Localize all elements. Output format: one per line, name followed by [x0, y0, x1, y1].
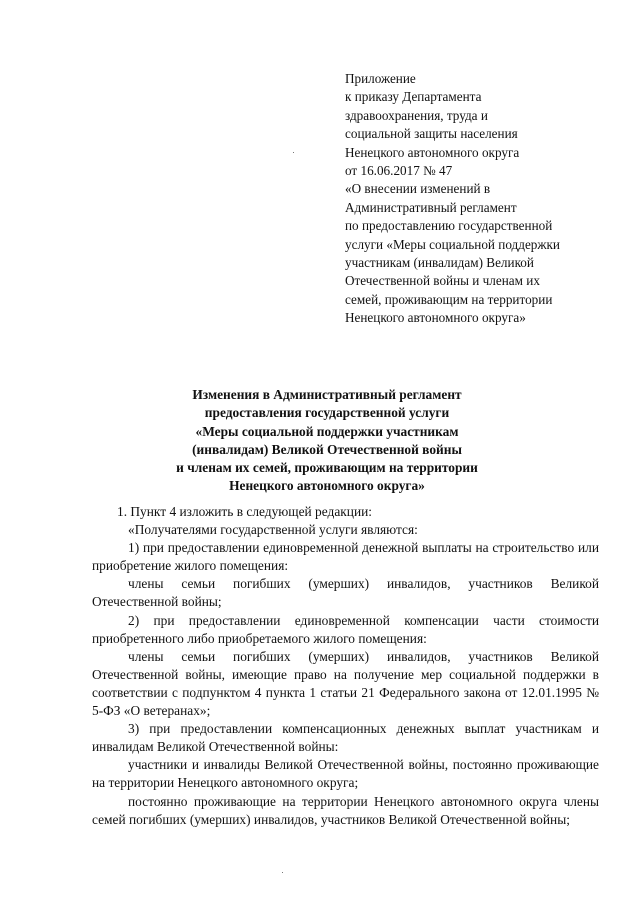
- document-body: [92, 503, 599, 829]
- appendix-line: «О внесении изменений в: [345, 181, 491, 197]
- paragraph-recipient-group: члены семьи погибших (умерших) инвалидов, участников Великой Отечественной войны;: [92, 576, 599, 610]
- scan-speck: [293, 152, 294, 153]
- paragraph-recipient-group: постоянно проживающие на территории Ненецкого автономного округа члены семей погибших (умерших) инвалидов, участников Великой Отечественной войны;: [92, 793, 599, 827]
- paragraph-item-1: 1. Пункт 4 изложить в следующей редакции:: [117, 504, 373, 519]
- title-line: предоставления государственной услуги: [204, 405, 450, 421]
- appendix-line: Административный регламент: [345, 199, 517, 215]
- appendix-line: участникам (инвалидам) Великой: [345, 255, 534, 271]
- document-title: [60, 386, 594, 496]
- appendix-line: Ненецкого автономного округа: [345, 144, 520, 160]
- appendix-line: от 16.06.2017 № 47: [345, 163, 453, 179]
- paragraph-subitem-3: 3) при предоставлении компенсационных денежных выплат участникам и инвалидам Великой Отечественной войны:: [92, 721, 599, 755]
- paragraph-recipient-group: члены семьи погибших (умерших) инвалидов, участников Великой Отечественной войны, имеющие право на получение мер социальной поддержки в соответствии с подпунктом 4 пункта 1 статьи 21 Федерального закона от 12.01.1995 № 5-ФЗ «О ветеранах»;: [92, 648, 599, 719]
- appendix-line: к приказу Департамента: [345, 89, 482, 105]
- paragraph-subitem-2: 2) при предоставлении единовременной компенсации части стоимости приобретенного либо приобретаемого жилого помещения:: [92, 612, 599, 646]
- appendix-line: семей, проживающим на территории: [345, 291, 553, 307]
- appendix-block: [345, 70, 625, 328]
- appendix-line: услуги «Меры социальной поддержки: [345, 236, 560, 252]
- appendix-line: по предоставлению государственной: [345, 218, 553, 234]
- paragraph-recipients: «Получателями государственной услуги являются:: [128, 522, 418, 538]
- title-line: «Меры социальной поддержки участникам: [195, 423, 459, 439]
- title-line: Изменения в Административный регламент: [192, 387, 462, 402]
- paragraph-subitem-1: 1) при предоставлении единовременной денежной выплаты на строительство или приобретение жилого помещения:: [92, 540, 599, 574]
- appendix-line: Приложение: [345, 71, 416, 86]
- paragraph-recipient-group: участники и инвалиды Великой Отечественной войны, постоянно проживающие на территории Ненецкого автономного округа;: [92, 757, 599, 791]
- appendix-line: социальной защиты населения: [345, 126, 518, 142]
- scan-speck: [282, 872, 283, 873]
- title-line: и членам их семей, проживающим на территории: [176, 460, 478, 476]
- title-line: Ненецкого автономного округа»: [229, 478, 425, 494]
- appendix-line: здравоохранения, труда и: [345, 107, 488, 123]
- title-line: (инвалидам) Великой Отечественной войны: [192, 441, 462, 457]
- appendix-line: Отечественной войны и членам их: [345, 273, 540, 289]
- appendix-line: Ненецкого автономного округа»: [345, 310, 526, 326]
